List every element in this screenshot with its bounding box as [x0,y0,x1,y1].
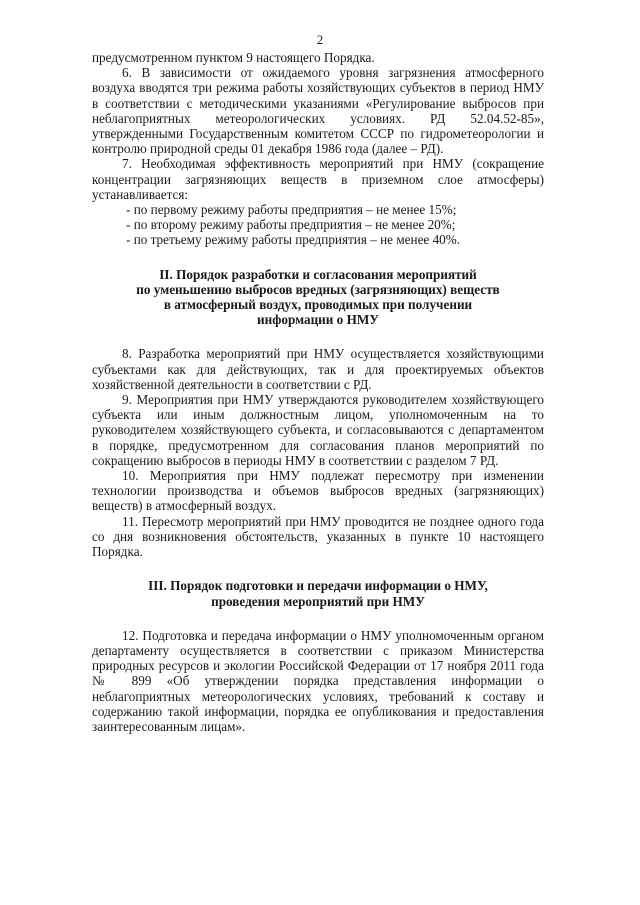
section-heading-3 [92,578,544,608]
page-number: 2 [316,32,324,47]
heading-line: проведения мероприятий при НМУ [211,593,425,609]
heading-line: информации о НМУ [257,312,379,328]
heading-line: II. Порядок разработки и согласования мероприятий [159,266,477,282]
paragraph-6: 6. В зависимости от ожидаемого уровня загрязнения атмосферного воздуха вводятся три режима работы хозяйствующих субъектов в период НМУ в соответствии с методическими указаниями «Регулирование выбросов при неблагоприятных метеорологических условиях. РД 52.04.52-85», утвержденными Государственным комитетом СССР по гидрометеорологии и контролю природной среды 01 декабря 1986 года (далее – РД). [92,65,544,157]
continuation-text: предусмотренном пунктом 9 настоящего Порядка. [92,50,375,65]
paragraph-10: 10. Мероприятия при НМУ подлежат пересмотру при изменении технологии производства и объемов выбросов вредных (загрязняющих) веществ) в атмосферный воздух. [92,468,544,514]
efficiency-list [92,202,544,248]
list-item: - по третьему режиму работы предприятия – не менее 40%. [126,232,461,248]
paragraph-7: 7. Необходимая эффективность мероприятий при НМУ (сокращение концентрации загрязняющих веществ в приземном слое атмосферы) устанавливается: [92,156,544,202]
paragraph-9: 9. Мероприятия при НМУ утверждаются руководителем хозяйствующего субъекта или иным должностным лицом, уполномоченным на то руководителем хозяйствующего субъекта, и согласовываются с департаментом в порядке, предусмотренном для согласования планов мероприятий по сокращению выбросов в периоды НМУ в соответствии с разделом 7 РД. [92,392,544,468]
heading-line: III. Порядок подготовки и передачи информации о НМУ, [148,578,488,594]
section-heading-2 [92,267,544,328]
heading-line: в атмосферный воздух, проводимых при получении [163,297,473,313]
document-body [92,50,544,734]
paragraph-11: 11. Пересмотр мероприятий при НМУ проводится не позднее одного года со дня возникновения обстоятельств, указанных в пункте 10 настоящего Порядка. [92,513,544,560]
list-item: - по второму режиму работы предприятия – не менее 20%; [126,217,456,233]
paragraph-8: 8. Разработка мероприятий при НМУ осуществляется хозяйствующими субъектами как для действующих, так и для проектируемых объектов хозяйственной деятельности в соответствии с РД. [92,346,544,392]
heading-line: по уменьшению выбросов вредных (загрязняющих) веществ [136,281,500,297]
paragraph-12: 12. Подготовка и передача информации о НМУ уполномоченным органом департаменту осуществляется в соответствии с приказом Министерства природных ресурсов и экологии Российской Федерации от 17 ноября 2011 года № 899 «Об утверждении порядка представления информации о неблагоприятных метеорологических условиях, требований к составу и содержанию такой информации, порядка ее опубликования и предоставления заинтересованным лицам». [92,627,544,734]
list-item: - по первому режиму работы предприятия – не менее 15%; [126,202,457,218]
